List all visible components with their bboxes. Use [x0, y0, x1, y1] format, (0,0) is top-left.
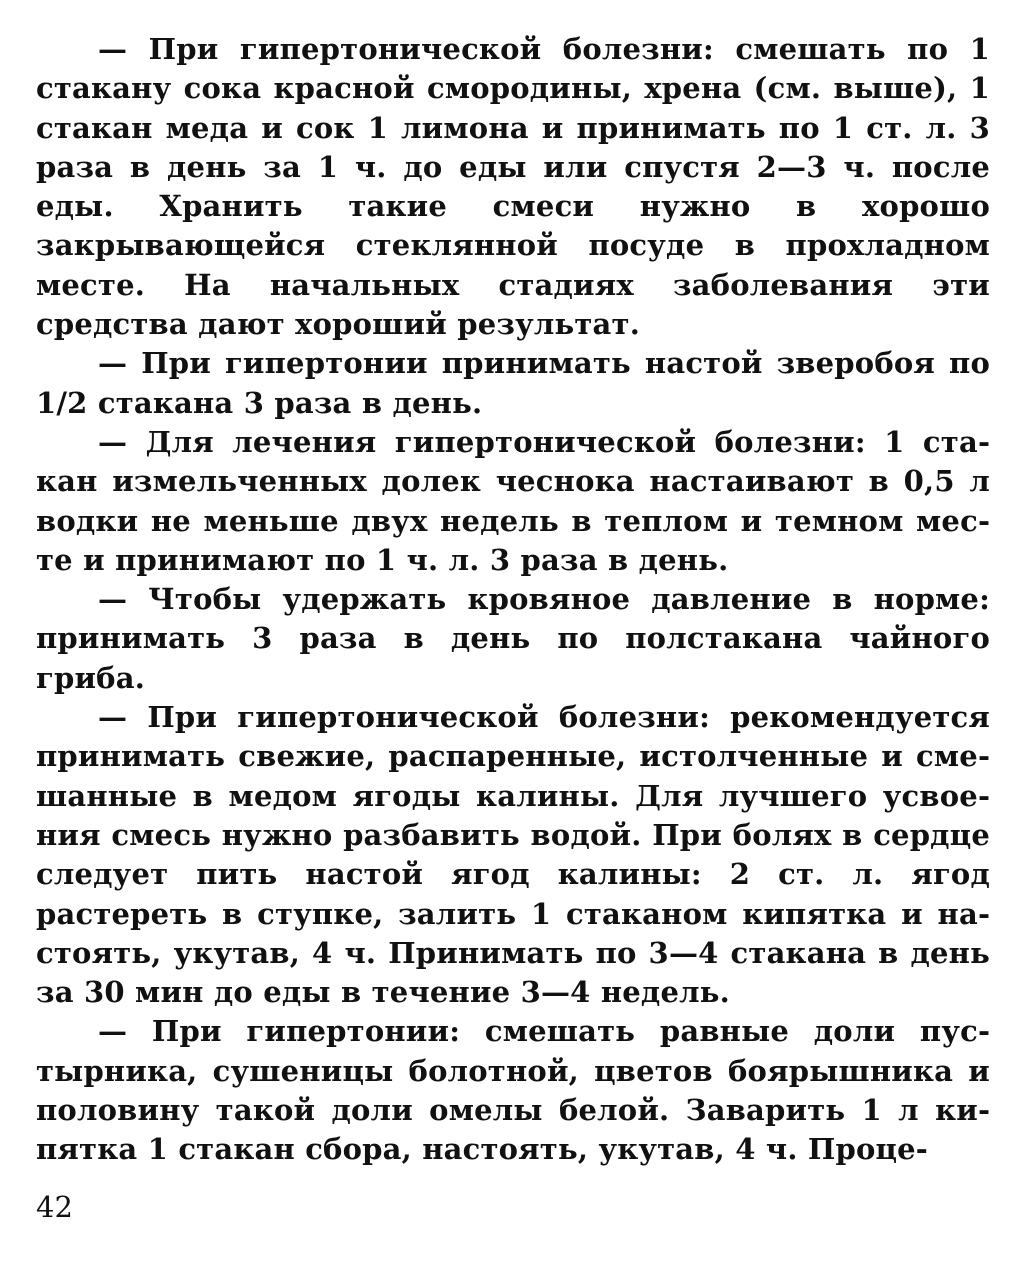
paragraph: — При гипертонической болезни: смешать по 1 стакану сока красной смородины, хрена (см. выше), 1 стакан меда и сок 1 лимона и принимать по 1 ст. л. 3 раза в день за 1 ч. до еды или спустя 2—3 ч. после еды. Хранить такие смеси нужно в хорошо закрывающейся стеклянной посуде в прохладном месте. На начальных стадиях заболевания эти средства дают хороший результат.: [36, 32, 990, 342]
paragraph: — При гипертонии: смешать равные доли пустырника, сушеницы болотной, цветов боярышника и половину такой доли омелы белой. Заварить 1 л кипятка 1 стакан сбора, настоять, укутав, 4 ч. Проце-: [36, 1014, 990, 1167]
paragraph: — Чтобы удержать кровяное давление в норме: принимать 3 раза в день по полстакана чайного гриба.: [36, 582, 990, 695]
paragraph: — При гипертонической болезни: рекомендуется принимать свежие, распаренные, истолченные и смешанные в медом ягоды калины. Для лучшего усвоения смесь нужно разбавить водой. При болях в сердце следует пить настой ягод калины: 2 ст. л. ягод растереть в ступке, залить 1 стаканом кипятка и настоять, укутав, 4 ч. Принимать по 3—4 стакана в день за 30 мин до еды в течение 3—4 недель.: [36, 700, 990, 1010]
page-number: 42: [36, 1190, 73, 1224]
page-body: [36, 30, 990, 1170]
paragraph: — Для лечения гипертонической болезни: 1 стакан измельченных долек чеснока настаивают в 0,5 л водки не меньше двух недель в теплом и темном месте и принимают по 1 ч. л. 3 раза в день.: [36, 424, 990, 577]
paragraph: — При гипертонии принимать настой зверобоя по 1/2 стакана 3 раза в день.: [36, 346, 990, 420]
